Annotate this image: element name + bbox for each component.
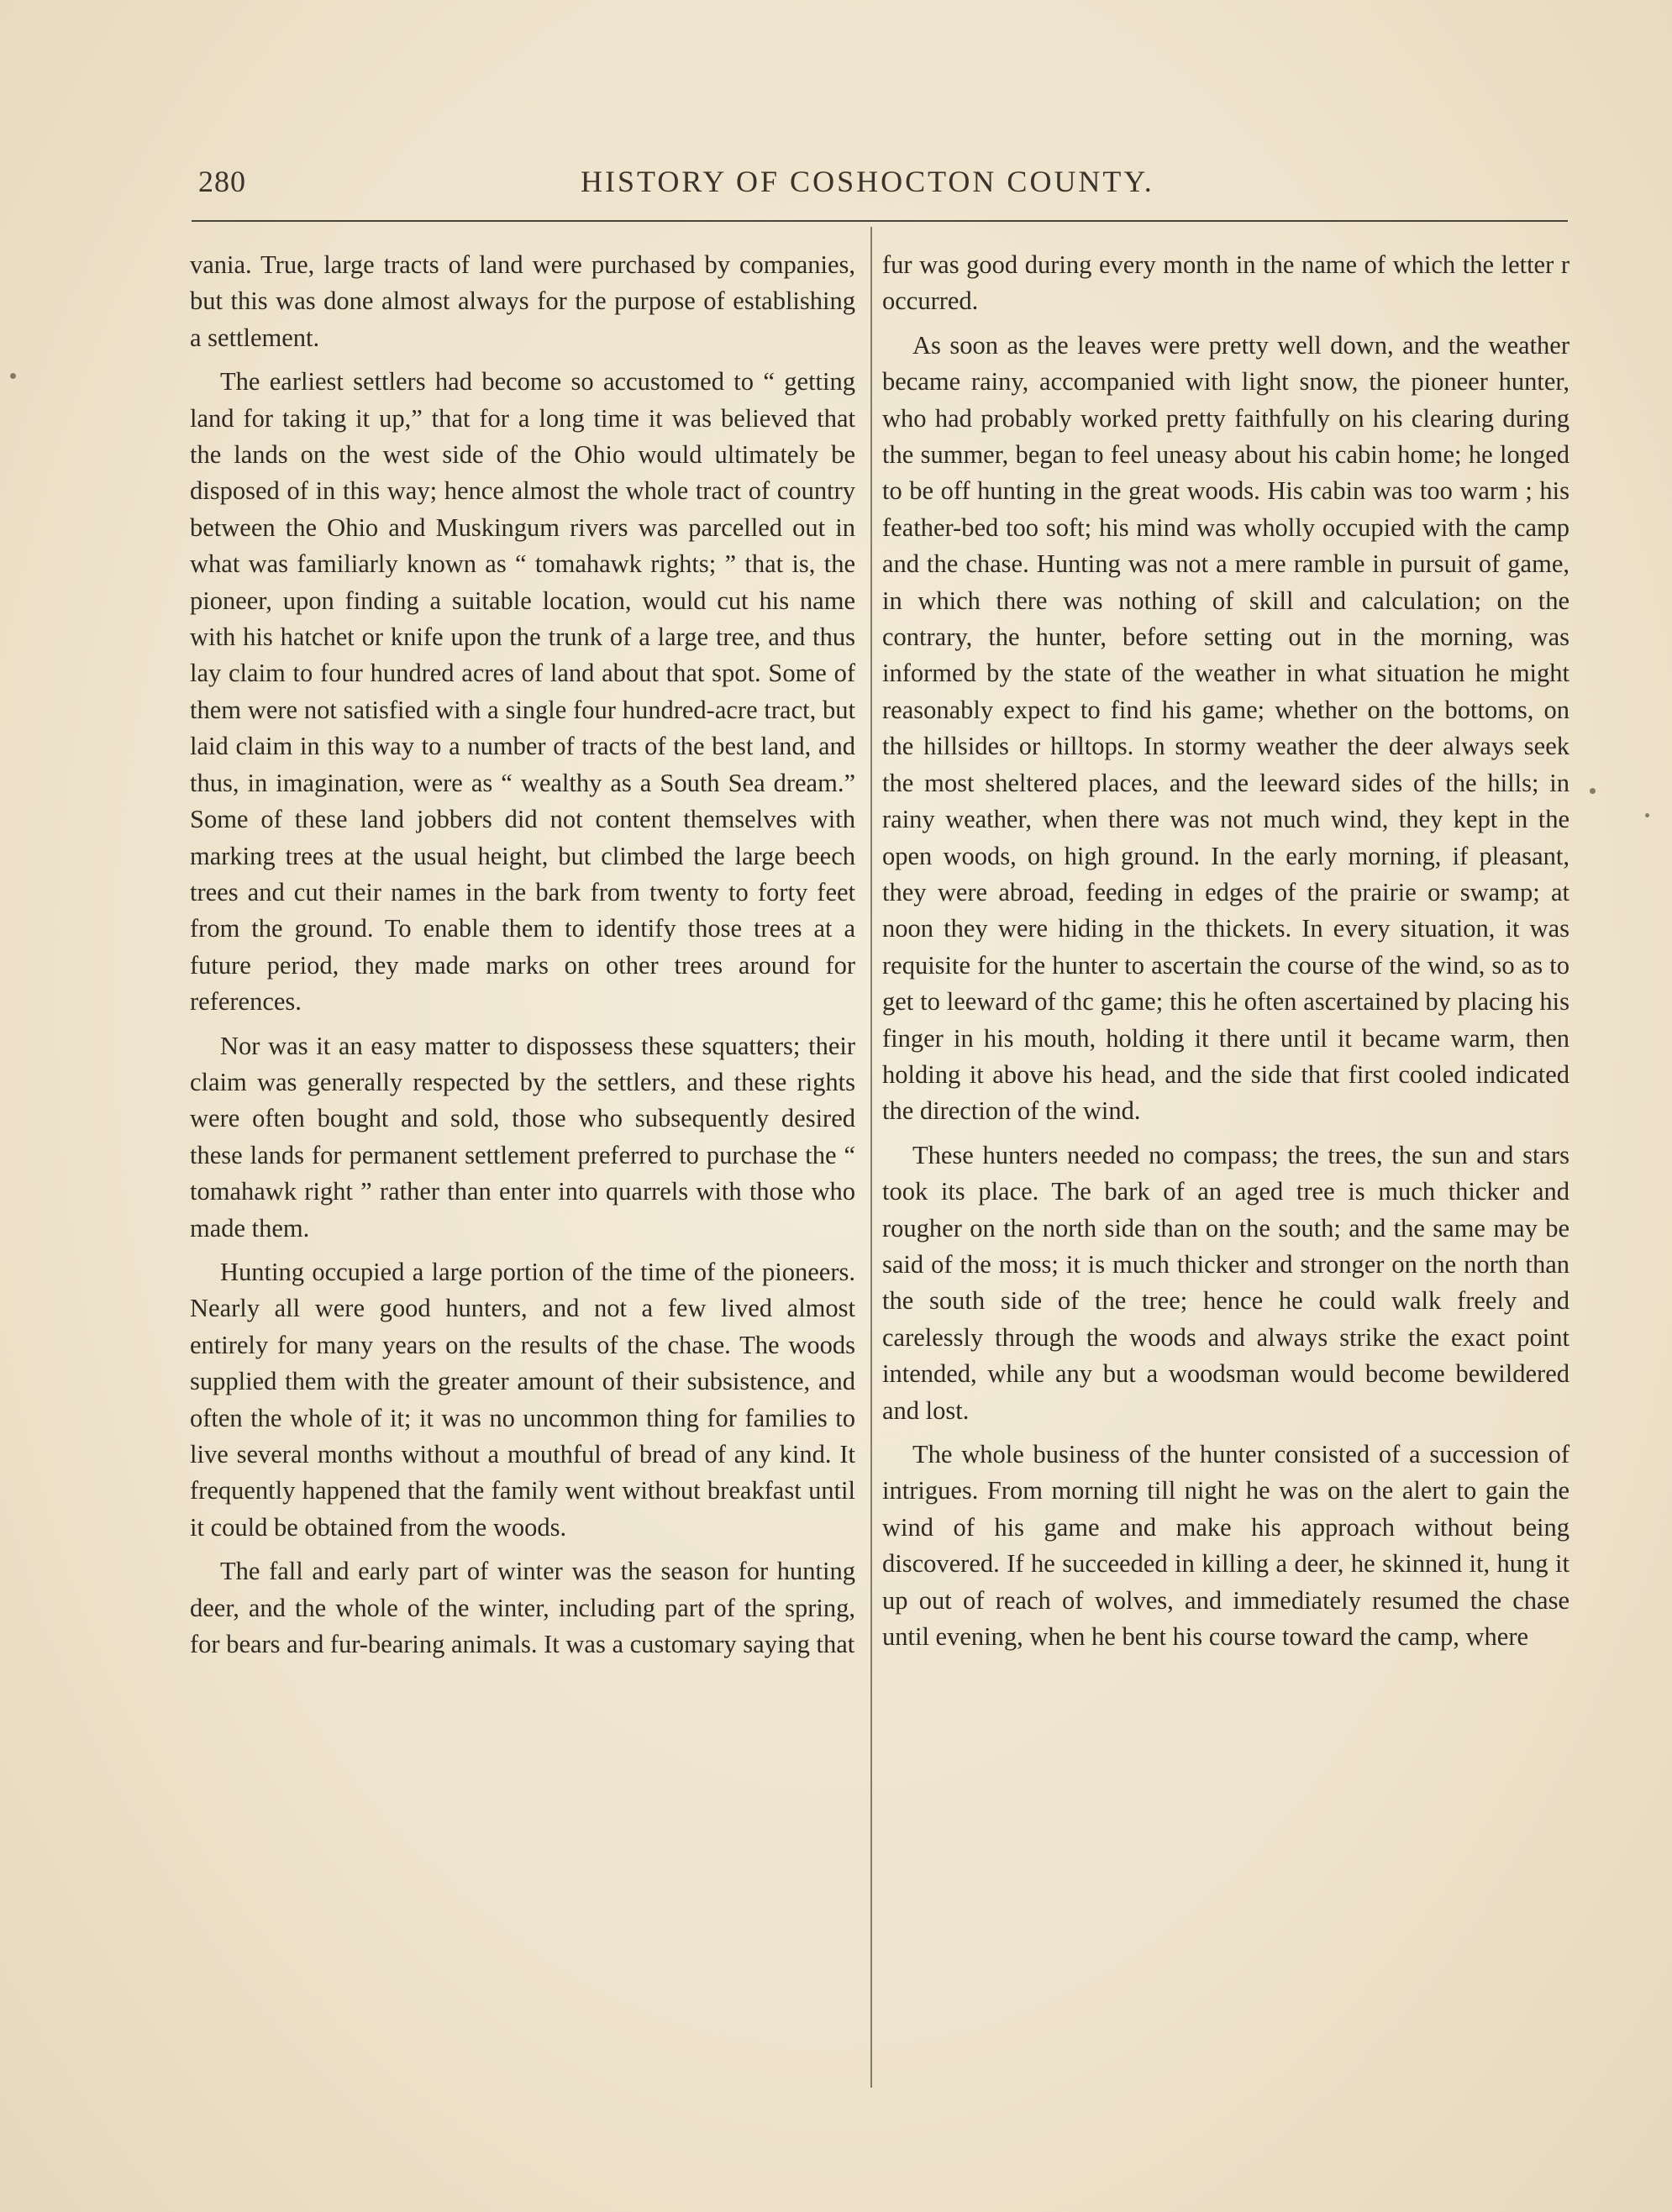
paragraph: fur was good during every month in the name of which the letter r occurred.	[882, 250, 1569, 316]
print-speck	[1590, 788, 1596, 794]
paragraph: Nor was it an easy matter to dispossess these squatters; their claim was generally respected by the settlers, and these rights were often bought and sold, those who subsequently desired these lands for permanent settlement preferred to purchase the “ tomahawk right ” rather than enter into quarrels with those who made them.	[190, 1031, 855, 1243]
paragraph: These hunters needed no compass; the trees, the sun and stars took its place. The bark of an aged tree is much thicker and rougher on the north side than on the south; and the same may be said of the moss; it is much thicker and stronger on the north than the south side of the tree; hence he could walk freely and carelessly through the woods and always strike the exact point intended, while any but a woodsman would become bewildered and lost.	[882, 1140, 1569, 1425]
page-number: 280	[198, 165, 246, 198]
print-speck	[10, 373, 16, 379]
paragraph: Hunting occupied a large portion of the time of the pioneers. Nearly all were good hunters, and not a few lived almost entirely for many years on the results of the chase. The woods supplied them with the greater amount of their subsistence, and often the whole of it; it was no uncommon thing for families to live several months without a mouthful of bread of any kind. It frequently happened that the family went without breakfast until it could be obtained from the woods.	[190, 1257, 855, 1542]
left-column	[190, 247, 855, 1670]
running-title: HISTORY OF COSHOCTON COUNTY.	[581, 165, 1154, 198]
print-speck	[1645, 813, 1649, 817]
paragraph: The whole business of the hunter consisted of a succession of intrigues. From morning till night he was on the alert to gain the wind of his game and make his approach without being discovered. If he succeeded in killing a deer, he skinned it, hung it up out of reach of wolves, and immediately resumed the chase until evening, when he bent his course toward the camp, where	[882, 1440, 1569, 1652]
paragraph: As soon as the leaves were pretty well down, and the weather became rainy, accompanied with light snow, the pioneer hunter, who had probably worked pretty faithfully on his clearing during the summer, began to feel uneasy about his cabin home; he longed to be off hunting in the great woods. His cabin was too warm ; his feather-bed too soft; his mind was wholly occupied with the camp and the chase. Hunting was not a mere ramble in pursuit of game, in which there was nothing of skill and calculation; on the contrary, the hunter, before setting out in the morning, was informed by the state of the weather in what situation he might reasonably expect to find his game; whether on the bottoms, on the hillsides or hilltops. In stormy weather the deer always seek the most sheltered places, and the leeward sides of the hills; in rainy weather, when there was not much wind, they kept in the open woods, on high ground. In the early morning, if pleasant, they were abroad, feeding in edges of the prairie or swamp; at noon they were hiding in the thickets. In every situation, it was requisite for the hunter to ascertain the course of the wind, so as to get to leeward of thc game; this he often ascertained by placing his finger in his mouth, holding it there until it became warm, then holding it above his head, and the side that first cooled indicated the direction of the wind.	[882, 330, 1569, 1126]
paragraph: The fall and early part of winter was the season for hunting deer, and the whole of the winter, including part of the spring, for bears and fur-bearing animals. It was a customary saying that	[190, 1557, 855, 1659]
column-divider	[870, 227, 872, 2088]
header-rule	[192, 220, 1568, 222]
page-header	[198, 164, 1568, 206]
right-column	[882, 247, 1569, 1663]
paragraph: vania. True, large tracts of land were purchased by companies, but this was done almost always for the purpose of establishing a settlement.	[190, 250, 855, 352]
paragraph: The earliest settlers had become so accustomed to “ getting land for taking it up,” that for a long time it was believed that the lands on the west side of the Ohio would ultimately be disposed of in this way; hence almost the whole tract of country between the Ohio and Muskingum rivers was parcelled out in what was familiarly known as “ tomahawk rights; ” that is, the pioneer, upon finding a suitable location, would cut his name with his hatchet or knife upon the trunk of a large tree, and thus lay claim to four hundred acres of land about that spot. Some of them were not satisfied with a single four hundred-acre tract, but laid claim in this way to a number of tracts of the best land, and thus, in imagination, were as “ wealthy as a South Sea dream.” Some of these land jobbers did not content themselves with marking trees at the usual height, but climbed the large beech trees and cut their names in the bark from twenty to forty feet from the ground. To enable them to identify those trees at a future period, they made marks on other trees around for references.	[190, 367, 855, 1017]
